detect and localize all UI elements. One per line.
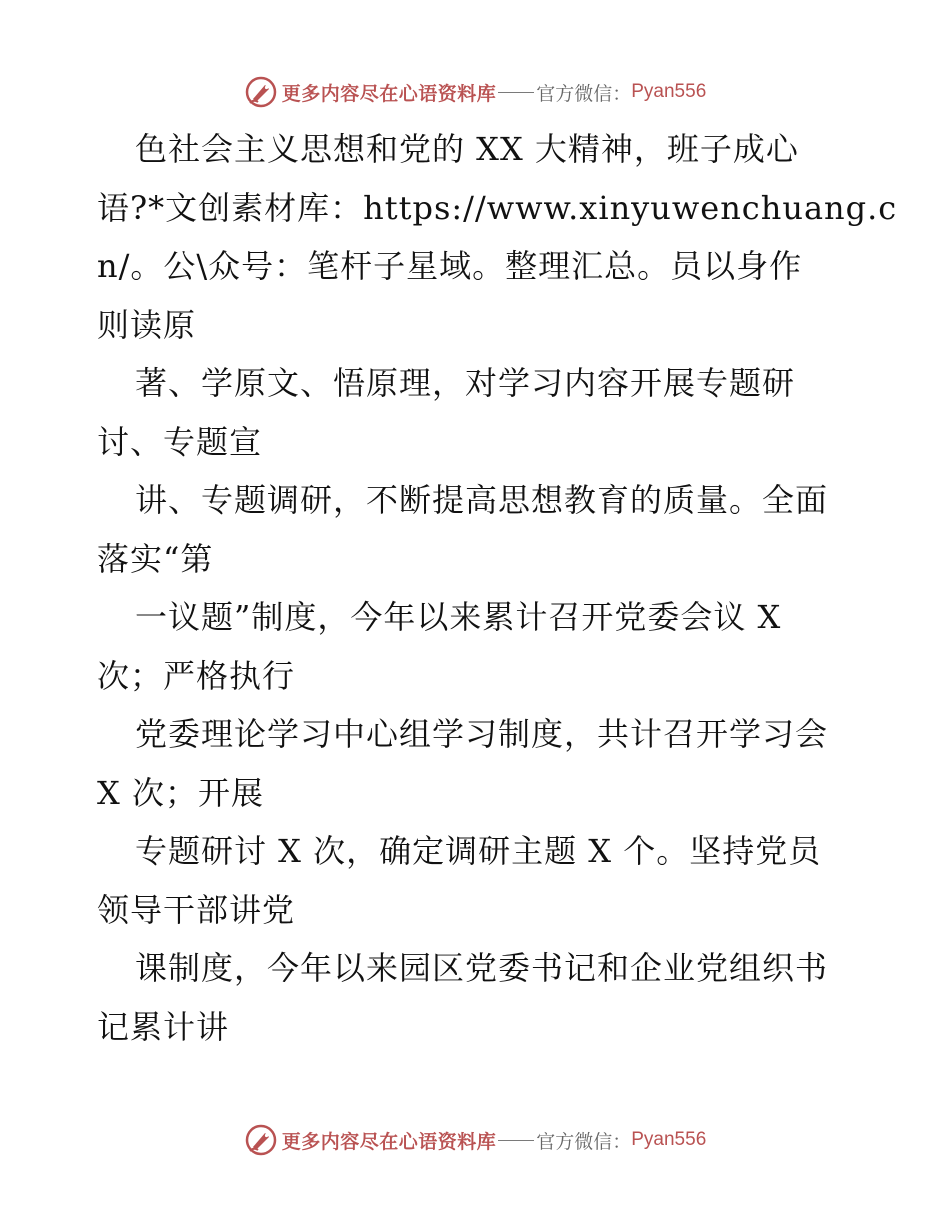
text-line: 次；严格执行 bbox=[97, 656, 296, 695]
text-line: 讲、专题调研，不断提高思想教育的质量。全面 bbox=[135, 481, 829, 519]
banner-wechat-id: Pyan556 bbox=[631, 81, 707, 102]
text-line: n/。公\众号：笔杆子星域。整理汇总。员以身作 bbox=[97, 247, 803, 285]
text-line: 一议题”制度，今年以来累计召开党委会议 X bbox=[135, 598, 782, 636]
text-line: 课制度，今年以来园区党委书记和企业党组织书 bbox=[135, 949, 829, 987]
text-line: 语?*文创素材库：https://www.xinyuwenchuang.c bbox=[97, 188, 898, 227]
text-line: 党委理论学习中心组学习制度，共计召开学习会 bbox=[135, 715, 829, 753]
text-line: 则读原 bbox=[97, 305, 197, 344]
pen-nib-logo-icon bbox=[244, 1123, 278, 1157]
text-line: 领导干部讲党 bbox=[97, 890, 296, 929]
text-line: 记累计讲 bbox=[97, 1007, 230, 1046]
text-line: 色社会主义思想和党的 XX 大精神，班子成心 bbox=[135, 130, 799, 168]
banner-dash bbox=[498, 92, 534, 93]
banner-wechat-label: 官方微信： bbox=[536, 82, 632, 105]
banner-text: 更多内容尽在心语资料库 bbox=[281, 1130, 497, 1153]
text-line: 专题研讨 X 次，确定调研主题 X 个。坚持党员 bbox=[135, 832, 822, 870]
document-body bbox=[97, 120, 898, 1056]
pen-nib-logo-icon bbox=[244, 75, 278, 109]
text-line: 讨、专题宣 bbox=[97, 422, 263, 461]
header-banner bbox=[0, 72, 950, 112]
text-line: 落实“第 bbox=[97, 539, 214, 578]
banner-wechat-label: 官方微信： bbox=[536, 1130, 632, 1153]
text-line: X 次；开展 bbox=[97, 773, 264, 812]
text-line: 著、学原文、悟原理，对学习内容开展专题研 bbox=[135, 364, 796, 402]
footer-banner bbox=[0, 1120, 950, 1160]
banner-text: 更多内容尽在心语资料库 bbox=[281, 82, 497, 105]
banner-wechat-id: Pyan556 bbox=[631, 1129, 707, 1150]
banner-dash bbox=[498, 1140, 534, 1141]
